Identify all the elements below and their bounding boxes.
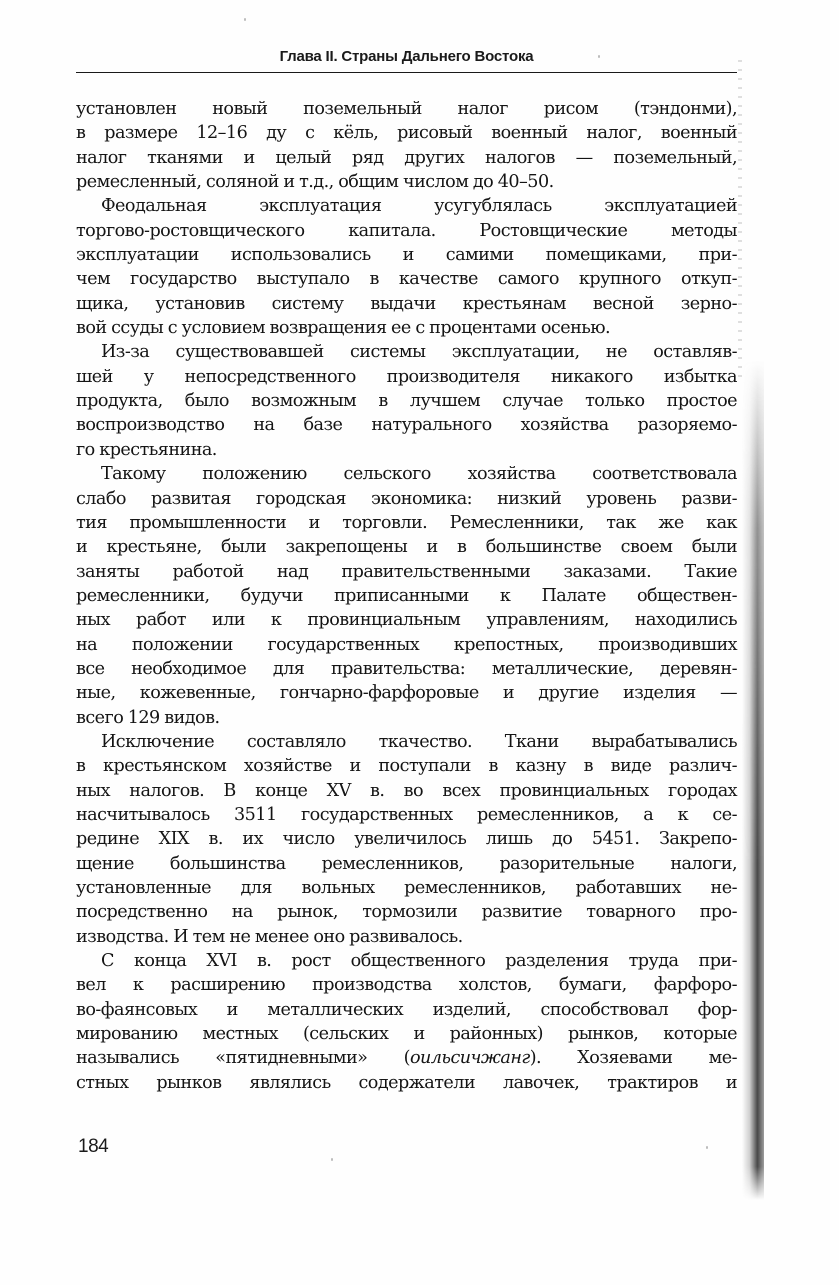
italic-term: оильсичжанг <box>409 1048 530 1069</box>
text-line: вой ссуды с условием возвращения ее с процентами осенью. <box>76 318 611 339</box>
text-line: налог тканями и целый ряд других налогов — поземельный, <box>76 147 737 168</box>
page-number: 184 <box>78 1136 109 1157</box>
scan-speck <box>598 55 600 58</box>
text-line: эксплуатации использовались и самими помещиками, при- <box>76 245 737 266</box>
paragraph <box>76 97 737 194</box>
text-line: и крестьяне, были закрепощены и в большинстве своем были <box>76 537 737 558</box>
scan-gutter-shadow <box>742 360 764 1200</box>
scan-speck <box>706 1146 708 1149</box>
text-line: всего 129 видов. <box>76 707 220 728</box>
text-line: посредственно на рынок, тормозили развитие товарного про- <box>76 902 737 923</box>
body-text <box>76 97 737 1095</box>
text-line: насчитывалось 3511 государственных ремесленников, а к се- <box>76 804 737 825</box>
text-line: слабо развитая городская экономика: низкий уровень разви- <box>76 488 737 509</box>
text-line: Такому положению сельского хозяйства соответствовала <box>101 464 737 485</box>
text-line: продукта, было возможным в лучшем случае только простое <box>76 391 737 412</box>
text-line: мированию местных (сельских и районных) рынков, которые <box>76 1024 737 1045</box>
text-line: стных рынков являлись содержатели лавочек, трактиров и <box>76 1072 737 1093</box>
text-segment: назывались «пятидневными» ( <box>76 1048 410 1069</box>
text-line: Из-за существовавшей системы эксплуатации, не оставляв- <box>101 342 737 363</box>
text-line: заняты работой над правительственными заказами. Такие <box>76 561 737 582</box>
text-line: торгово-ростовщического капитала. Ростовщические методы <box>76 220 737 241</box>
paragraph <box>76 730 737 949</box>
text-line: ремесленный, соляной и т.д., общим числом до 40–50. <box>76 172 554 193</box>
text-line: в размере 12–16 ду с кёль, рисовый военный налог, военный <box>76 123 737 144</box>
running-head: Глава II. Страны Дальнего Востока <box>279 48 534 65</box>
scan-speck <box>244 18 246 21</box>
text-line: ремесленники, будучи приписанными к Палате обществен- <box>76 585 737 606</box>
header-rule <box>76 72 737 73</box>
text-line: редине XIX в. их число увеличилось лишь до 5451. Закрепо- <box>76 829 737 850</box>
text-line: С конца XVI в. рост общественного разделения труда при- <box>101 951 737 972</box>
text-line: установленные для вольных ремесленников, работавших не- <box>76 878 737 898</box>
text-line: ных налогов. В конце XV в. во всех провинциальных городах <box>76 780 737 801</box>
text-line: ные, кожевенные, гончарно-фарфоровые и другие изделия — <box>76 683 737 704</box>
text-line: Исключение составляло ткачество. Ткани вырабатывались <box>101 731 737 752</box>
paragraph <box>76 340 737 462</box>
text-line: щение большинства ремесленников, разорительные налоги, <box>76 853 737 874</box>
text-line: на положении государственных крепостных, производивших <box>76 634 737 655</box>
text-line: шей у непосредственного производителя никакого избытка <box>76 366 737 387</box>
text-line: все необходимое для правительства: металлические, деревян- <box>76 658 737 679</box>
text-line: го крестьянина. <box>76 439 217 460</box>
text-line: установлен новый поземельный налог рисом (тэндонми), <box>76 99 737 119</box>
paragraph <box>76 194 737 340</box>
text-line: тия промышленности и торговли. Ремесленники, так же как <box>76 512 737 533</box>
paragraph <box>76 462 737 730</box>
text-line: изводства. И тем не менее оно развивалось. <box>76 926 463 947</box>
scan-speck <box>331 1158 333 1161</box>
text-line: Феодальная эксплуатация усугублялась эксплуатацией <box>101 196 737 217</box>
text-line: в крестьянском хозяйстве и поступали в казну в виде различ- <box>76 756 737 777</box>
text-line: чем государство выступало в качестве самого крупного откуп- <box>76 269 737 290</box>
text-segment: ). Хозяевами ме- <box>529 1048 737 1069</box>
text-line: вел к расширению производства холстов, бумаги, фарфоро- <box>76 975 737 996</box>
text-line: воспроизводство на базе натурального хозяйства разоряемо- <box>76 415 737 436</box>
text-line: ных работ или к провинциальным управлениям, находились <box>76 610 737 631</box>
text-line <box>76 1046 737 1070</box>
text-line: во-фаянсовых и металлических изделий, способствовал фор- <box>76 999 737 1020</box>
text-line: щика, установив систему выдачи крестьянам весной зерно- <box>76 293 737 314</box>
scan-gutter-artifact <box>738 60 742 380</box>
paragraph <box>76 949 737 1095</box>
